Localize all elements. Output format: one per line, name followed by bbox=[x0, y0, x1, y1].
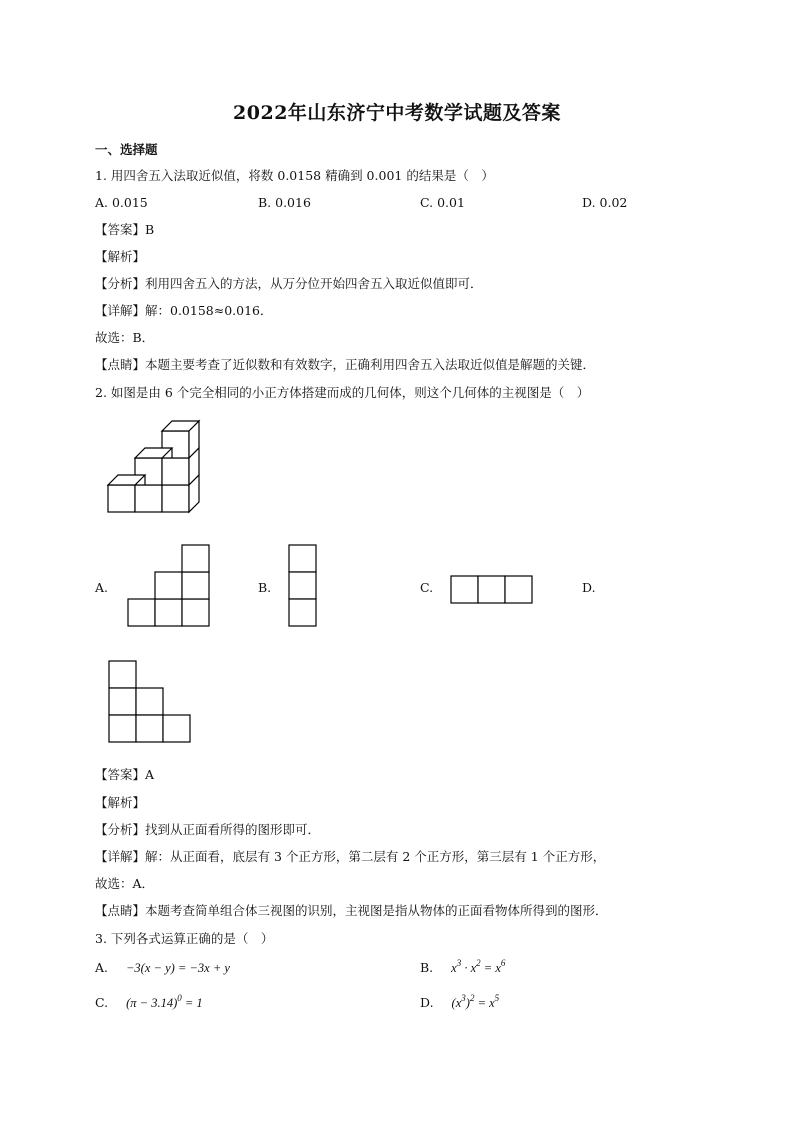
q3-option-a bbox=[95, 960, 230, 976]
q2-option-a-figure bbox=[127, 544, 211, 628]
q3-c-tail: = 1 bbox=[181, 996, 203, 1010]
q1-choose: 故选：B． bbox=[95, 330, 155, 345]
q3-b-exp3: 6 bbox=[500, 958, 506, 968]
q1-fenxi: 【分析】利用四舍五入的方法，从万分位开始四舍五入取近似值即可． bbox=[95, 276, 483, 291]
page-title: 2022年山东济宁中考数学试题及答案 bbox=[233, 102, 561, 124]
q3-c-base: (π − 3.14) bbox=[126, 996, 178, 1010]
q2-option-c-figure bbox=[450, 575, 534, 605]
q3-b-exp2: 2 bbox=[476, 958, 481, 968]
q2-choose: 故选：A． bbox=[95, 876, 155, 891]
q1-stem: 1. 用四舍五入法取近似值，将数 0.0158 精确到 0.001 的结果是（ ） bbox=[95, 168, 494, 183]
q3-b-mid: · x bbox=[461, 961, 477, 975]
q3-option-b-label: B. bbox=[420, 960, 434, 975]
q3-option-a-expr: −3(x − y) = −3x + y bbox=[126, 961, 230, 975]
q3-d-tail: = x bbox=[474, 996, 495, 1010]
q3-option-d-expr bbox=[451, 993, 500, 1010]
q3-d-exp-inner: 3 bbox=[461, 993, 466, 1003]
q1-answer: 【答案】B bbox=[95, 222, 155, 237]
stacked-cubes-figure bbox=[100, 410, 210, 520]
q3-option-d-label: D. bbox=[420, 995, 434, 1010]
q3-c-exp: 0 bbox=[177, 993, 182, 1003]
q2-xiangjie: 【详解】解：从正面看，底层有 3 个正方形，第二层有 2 个正方形，第三层有 1 个正方形， bbox=[95, 849, 606, 864]
q2-stem: 2. 如图是由 6 个完全相同的小正方体搭建而成的几何体，则这个几何体的主视图是（ ） bbox=[95, 385, 590, 400]
q2-option-c-label: C. bbox=[420, 580, 434, 595]
q1-xiangjie: 【详解】解：0.0158≈0.016． bbox=[95, 303, 273, 318]
q2-analysis-label: 【解析】 bbox=[95, 795, 146, 810]
section-heading: 一、选择题 bbox=[95, 142, 158, 157]
q3-option-b bbox=[420, 960, 505, 976]
q3-d-base: (x bbox=[451, 996, 462, 1010]
q3-b-exp1: 3 bbox=[456, 958, 462, 968]
q2-option-b-label: B. bbox=[258, 580, 272, 595]
q3-d-close: ) bbox=[465, 996, 470, 1010]
q3-option-c bbox=[95, 995, 203, 1011]
q2-dianjing: 【点睛】本题考查简单组合体三视图的识别，主视图是指从物体的正面看物体所得到的图形． bbox=[95, 903, 608, 918]
q3-option-b-expr bbox=[451, 958, 506, 975]
q3-stem: 3. 下列各式运算正确的是（ ） bbox=[95, 931, 274, 946]
q3-option-c-expr bbox=[126, 993, 203, 1010]
q2-answer: 【答案】A bbox=[95, 767, 155, 782]
q2-option-a-label: A. bbox=[95, 580, 109, 595]
q2-option-d-figure bbox=[108, 660, 192, 744]
q3-option-d bbox=[420, 995, 499, 1011]
q3-b-base1: x bbox=[451, 961, 457, 975]
q3-option-a-label: A. bbox=[95, 960, 109, 975]
q3-b-tail: = x bbox=[480, 961, 501, 975]
q2-option-d-label: D. bbox=[582, 580, 596, 595]
q2-fenxi: 【分析】找到从正面看所得的图形即可． bbox=[95, 822, 321, 837]
q3-d-exp-outer: 2 bbox=[469, 993, 475, 1003]
q1-option-a: A. 0.015 bbox=[95, 195, 148, 210]
q2-option-b-figure bbox=[288, 544, 318, 628]
q1-option-b: B. 0.016 bbox=[258, 195, 311, 210]
q1-option-c: C. 0.01 bbox=[420, 195, 465, 210]
q1-analysis-label: 【解析】 bbox=[95, 249, 146, 264]
q3-d-exp-res: 5 bbox=[494, 993, 500, 1003]
q3-option-c-label: C. bbox=[95, 995, 109, 1010]
q1-option-d: D. 0.02 bbox=[582, 195, 628, 210]
q1-dianjing: 【点睛】本题主要考查了近似数和有效数字，正确利用四舍五入法取近似值是解题的关键． bbox=[95, 357, 596, 372]
